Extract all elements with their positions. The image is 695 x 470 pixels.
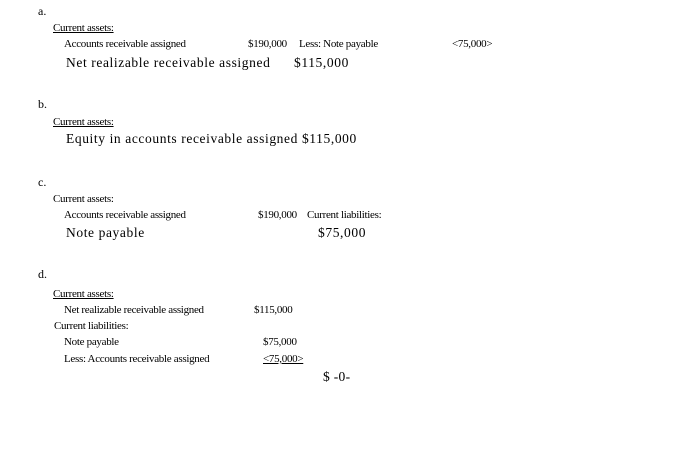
- section-d-net-value: $115,000: [254, 304, 293, 316]
- section-d-total-value: $ -0-: [323, 369, 351, 384]
- section-c-np-label: Note payable: [66, 225, 145, 240]
- section-d-label: d.: [38, 267, 47, 281]
- section-a-heading: Current assets:: [53, 22, 114, 34]
- section-a-less-value: <75,000>: [452, 38, 493, 50]
- section-a-ar-label: Accounts receivable assigned: [64, 38, 186, 50]
- section-a-net-label: Net realizable receivable assigned: [66, 55, 271, 70]
- section-a-ar-value: $190,000: [248, 38, 287, 50]
- section-c-ar-value: $190,000: [258, 209, 297, 221]
- section-d-np-value: $75,000: [263, 336, 297, 348]
- section-c-heading: Current assets:: [53, 193, 114, 205]
- section-d-less-label: Less: Accounts receivable assigned: [64, 353, 210, 365]
- section-d-liab-heading: Current liabilities:: [54, 320, 129, 332]
- section-b-equity-line: Equity in accounts receivable assigned $115,000: [66, 131, 357, 146]
- section-c-liab-label: Current liabilities:: [307, 209, 382, 221]
- section-d-less-value: <75,000>: [263, 353, 304, 365]
- section-d-net-label: Net realizable receivable assigned: [64, 304, 204, 316]
- section-c-ar-label: Accounts receivable assigned: [64, 209, 186, 221]
- section-c-np-value: $75,000: [318, 225, 367, 240]
- section-b-heading: Current assets:: [53, 116, 114, 128]
- section-d-np-label: Note payable: [64, 336, 119, 348]
- section-a-less-label: Less: Note payable: [299, 38, 378, 50]
- section-b-label: b.: [38, 97, 47, 111]
- section-d-heading: Current assets:: [53, 288, 114, 300]
- section-a-label: a.: [38, 4, 47, 18]
- section-c-label: c.: [38, 175, 47, 189]
- section-a-net-value: $115,000: [294, 55, 349, 70]
